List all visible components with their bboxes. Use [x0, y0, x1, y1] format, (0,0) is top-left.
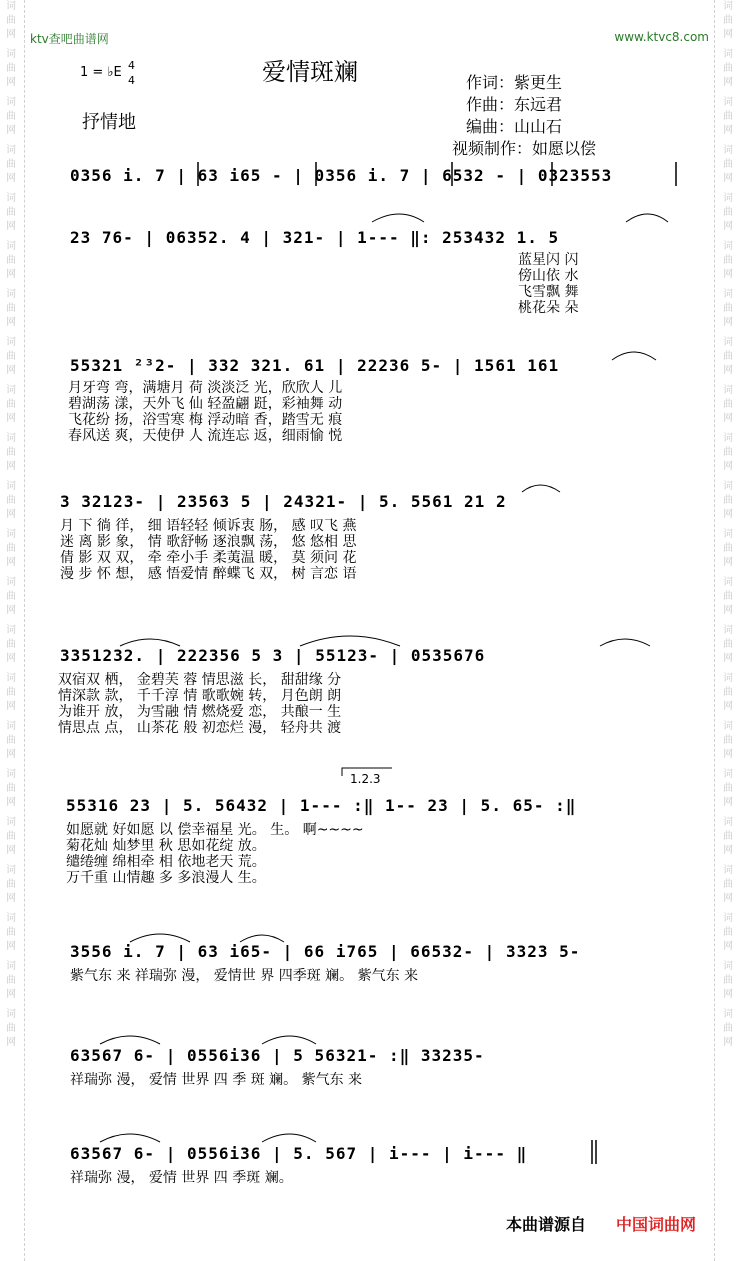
lyric-row-5-1: 双宿双 栖， 金碧芙 蓉 情思滋 长， 甜甜缘 分: [58, 672, 342, 688]
site-url-right[interactable]: www.ktvc8.com: [614, 30, 709, 44]
credit-arranger: 编曲：山山石: [466, 117, 563, 136]
lyric-row-4-4: 漫 步 怀 想， 感 悟爱情 醉蝶飞 双， 树 言恋 语: [60, 566, 357, 582]
watermark-text: 词曲网: [6, 97, 16, 136]
staff-row-4: 3 32123- | 23563 5 | 24321- | 5. 5561 21 2: [60, 492, 507, 511]
watermark-text: 词曲网: [723, 769, 733, 808]
lyric-row-7-1: 紫气东 来 祥瑞弥 漫， 爱情世 界 四季斑 斓。 紫气东 来: [70, 968, 419, 984]
song-title: 爱情斑斓: [262, 58, 358, 86]
meter-bottom: 4: [128, 74, 135, 87]
watermark-text: 词曲网: [6, 481, 16, 520]
watermark-text: 词曲网: [723, 529, 733, 568]
lyric-row-6-3: 缱绻缠 绵相牵 相 依地老天 荒。: [66, 854, 266, 870]
watermark-text: 词曲网: [723, 337, 733, 376]
lyric-row-5-4: 情思点 点， 山茶花 般 初恋烂 漫， 轻舟共 渡: [58, 720, 342, 736]
watermark-text: 词曲网: [6, 145, 16, 184]
watermark-text: 词曲网: [723, 625, 733, 664]
watermark-text: 词曲网: [6, 241, 16, 280]
lyric-row-3-4: 春风送 爽，天使伊 人 流连忘 返，细雨愉 悦: [68, 428, 343, 444]
staff-row-7: 3556 i. 7 | 63 i65- | 66 i765 | 66532- | 3323 5-: [70, 942, 581, 961]
watermark-text: 词曲网: [723, 433, 733, 472]
lyric-row-3-1: 月牙弯 弯，满塘月 荷 淡淡泛 光，欣欣人 儿: [68, 380, 343, 396]
watermark-text: 词曲网: [6, 193, 16, 232]
lyric-row-2-3: 飞雪飘 舞: [518, 284, 579, 300]
lyric-row-4-2: 迷 离 影 象， 情 歌舒畅 逐浪飘 荡， 悠 悠相 思: [60, 534, 357, 550]
source-site-link[interactable]: 中国词曲网: [616, 1215, 697, 1234]
watermark-text: 词曲网: [723, 481, 733, 520]
watermark-text: 词曲网: [6, 673, 16, 712]
watermark-text: 词曲网: [723, 97, 733, 136]
lyric-row-2-2: 傍山依 水: [518, 268, 579, 284]
lyric-row-2-1: 蓝星闪 闪: [518, 252, 579, 268]
watermark-text: 词曲网: [6, 625, 16, 664]
staff-row-6: 55316 23 | 5. 56432 | 1--- :‖ 1-- 23 | 5. 65- :‖: [66, 796, 577, 815]
watermark-text: 词曲网: [723, 865, 733, 904]
watermark-text: 词曲网: [6, 385, 16, 424]
watermark-text: 词曲网: [723, 145, 733, 184]
watermark-text: 词曲网: [723, 241, 733, 280]
volta-bracket-label: 1.2.3: [350, 772, 381, 786]
lyric-row-5-3: 为谁开 放， 为雪融 情 燃烧爱 恋， 共酿一 生: [58, 704, 342, 720]
staff-row-9: 63567 6- | 0556i36 | 5. 567 | i--- | i--- ‖: [70, 1144, 528, 1163]
lyric-row-4-3: 倩 影 双 双， 牵 牵小手 柔荑温 暖， 莫 须问 花: [60, 550, 357, 566]
watermark-text: 词曲网: [723, 817, 733, 856]
watermark-text: 词曲网: [6, 913, 16, 952]
staff-row-8: 63567 6- | 0556i36 | 5 56321- :‖ 33235-: [70, 1046, 485, 1065]
watermark-text: 词曲网: [6, 1009, 16, 1048]
watermark-text: 词曲网: [723, 1009, 733, 1048]
watermark-text: 词曲网: [6, 49, 16, 88]
watermark-text: 词曲网: [723, 193, 733, 232]
watermark-text: 词曲网: [723, 913, 733, 952]
watermark-text: 词曲网: [723, 673, 733, 712]
staff-row-2: 23 76- | 06352. 4 | 321- | 1--- ‖: 253432 1. 5: [70, 228, 560, 247]
staff-row-3: 55321 ²³2- | 332 321. 61 | 22236 5- | 1561 161: [70, 356, 560, 375]
watermark-text: 词曲网: [6, 721, 16, 760]
credit-video: 视频制作：如愿以偿: [452, 139, 597, 158]
site-logo-left[interactable]: ktv查吧曲谱网: [30, 32, 109, 46]
lyric-row-8-1: 祥瑞弥 漫， 爱情 世界 四 季 斑 斓。 紫气东 来: [70, 1072, 363, 1088]
watermark-text: 词曲网: [6, 817, 16, 856]
watermark-text: 词曲网: [723, 1, 733, 40]
credit-lyricist: 作词：紫更生: [466, 73, 563, 92]
watermark-text: 词曲网: [723, 49, 733, 88]
meter-top: 4: [128, 59, 135, 72]
lyric-row-2-4: 桃花朵 朵: [518, 300, 579, 316]
watermark-text: 词曲网: [723, 289, 733, 328]
staff-row-1: 0356 i. 7 | 63 i65 - | 0356 i. 7 | 6532 - | 0323553: [70, 166, 613, 185]
lyric-row-6-1: 如愿就 好如愿 以 偿幸福星 光。 生。 啊~~~~: [66, 822, 364, 838]
watermark-text: 词曲网: [6, 1, 16, 40]
lyric-row-6-2: 菊花灿 灿梦里 秋 思如花绽 放。: [66, 838, 266, 854]
credit-composer: 作曲：东远君: [466, 95, 563, 114]
watermark-text: 词曲网: [723, 721, 733, 760]
watermark-text: 词曲网: [6, 577, 16, 616]
watermark-text: 词曲网: [6, 289, 16, 328]
tempo-marking: 抒情地: [82, 112, 136, 133]
lyric-row-9-1: 祥瑞弥 漫， 爱情 世界 四 季斑 斓。: [70, 1170, 293, 1186]
watermark-text: 词曲网: [723, 961, 733, 1000]
lyric-row-6-4: 万千重 山情趣 多 多浪漫人 生。: [66, 870, 266, 886]
lyric-row-4-1: 月 下 徜 徉， 细 语轻轻 倾诉衷 肠， 感 叹飞 燕: [60, 518, 357, 534]
watermark-text: 词曲网: [6, 961, 16, 1000]
watermark-text: 词曲网: [6, 865, 16, 904]
watermark-text: 词曲网: [723, 385, 733, 424]
key-signature: 1 = ♭E: [80, 65, 122, 80]
source-label: 本曲谱源自: [506, 1215, 587, 1234]
watermark-text: 词曲网: [6, 769, 16, 808]
watermark-text: 词曲网: [6, 433, 16, 472]
lyric-row-3-3: 飞花纷 扬，浴雪寒 梅 浮动暗 香，踏雪无 痕: [68, 412, 343, 428]
watermark-text: 词曲网: [723, 577, 733, 616]
lyric-row-5-2: 情深款 款， 千千淳 情 歌歌婉 转， 月色朗 朗: [58, 688, 342, 704]
lyric-row-3-2: 碧湖荡 漾，天外飞 仙 轻盈翩 跹，彩袖舞 动: [68, 396, 343, 412]
watermark-text: 词曲网: [6, 337, 16, 376]
watermark-text: 词曲网: [6, 529, 16, 568]
staff-row-5: 3351232. | 222356 5 3 | 55123- | 0535676: [60, 646, 486, 665]
